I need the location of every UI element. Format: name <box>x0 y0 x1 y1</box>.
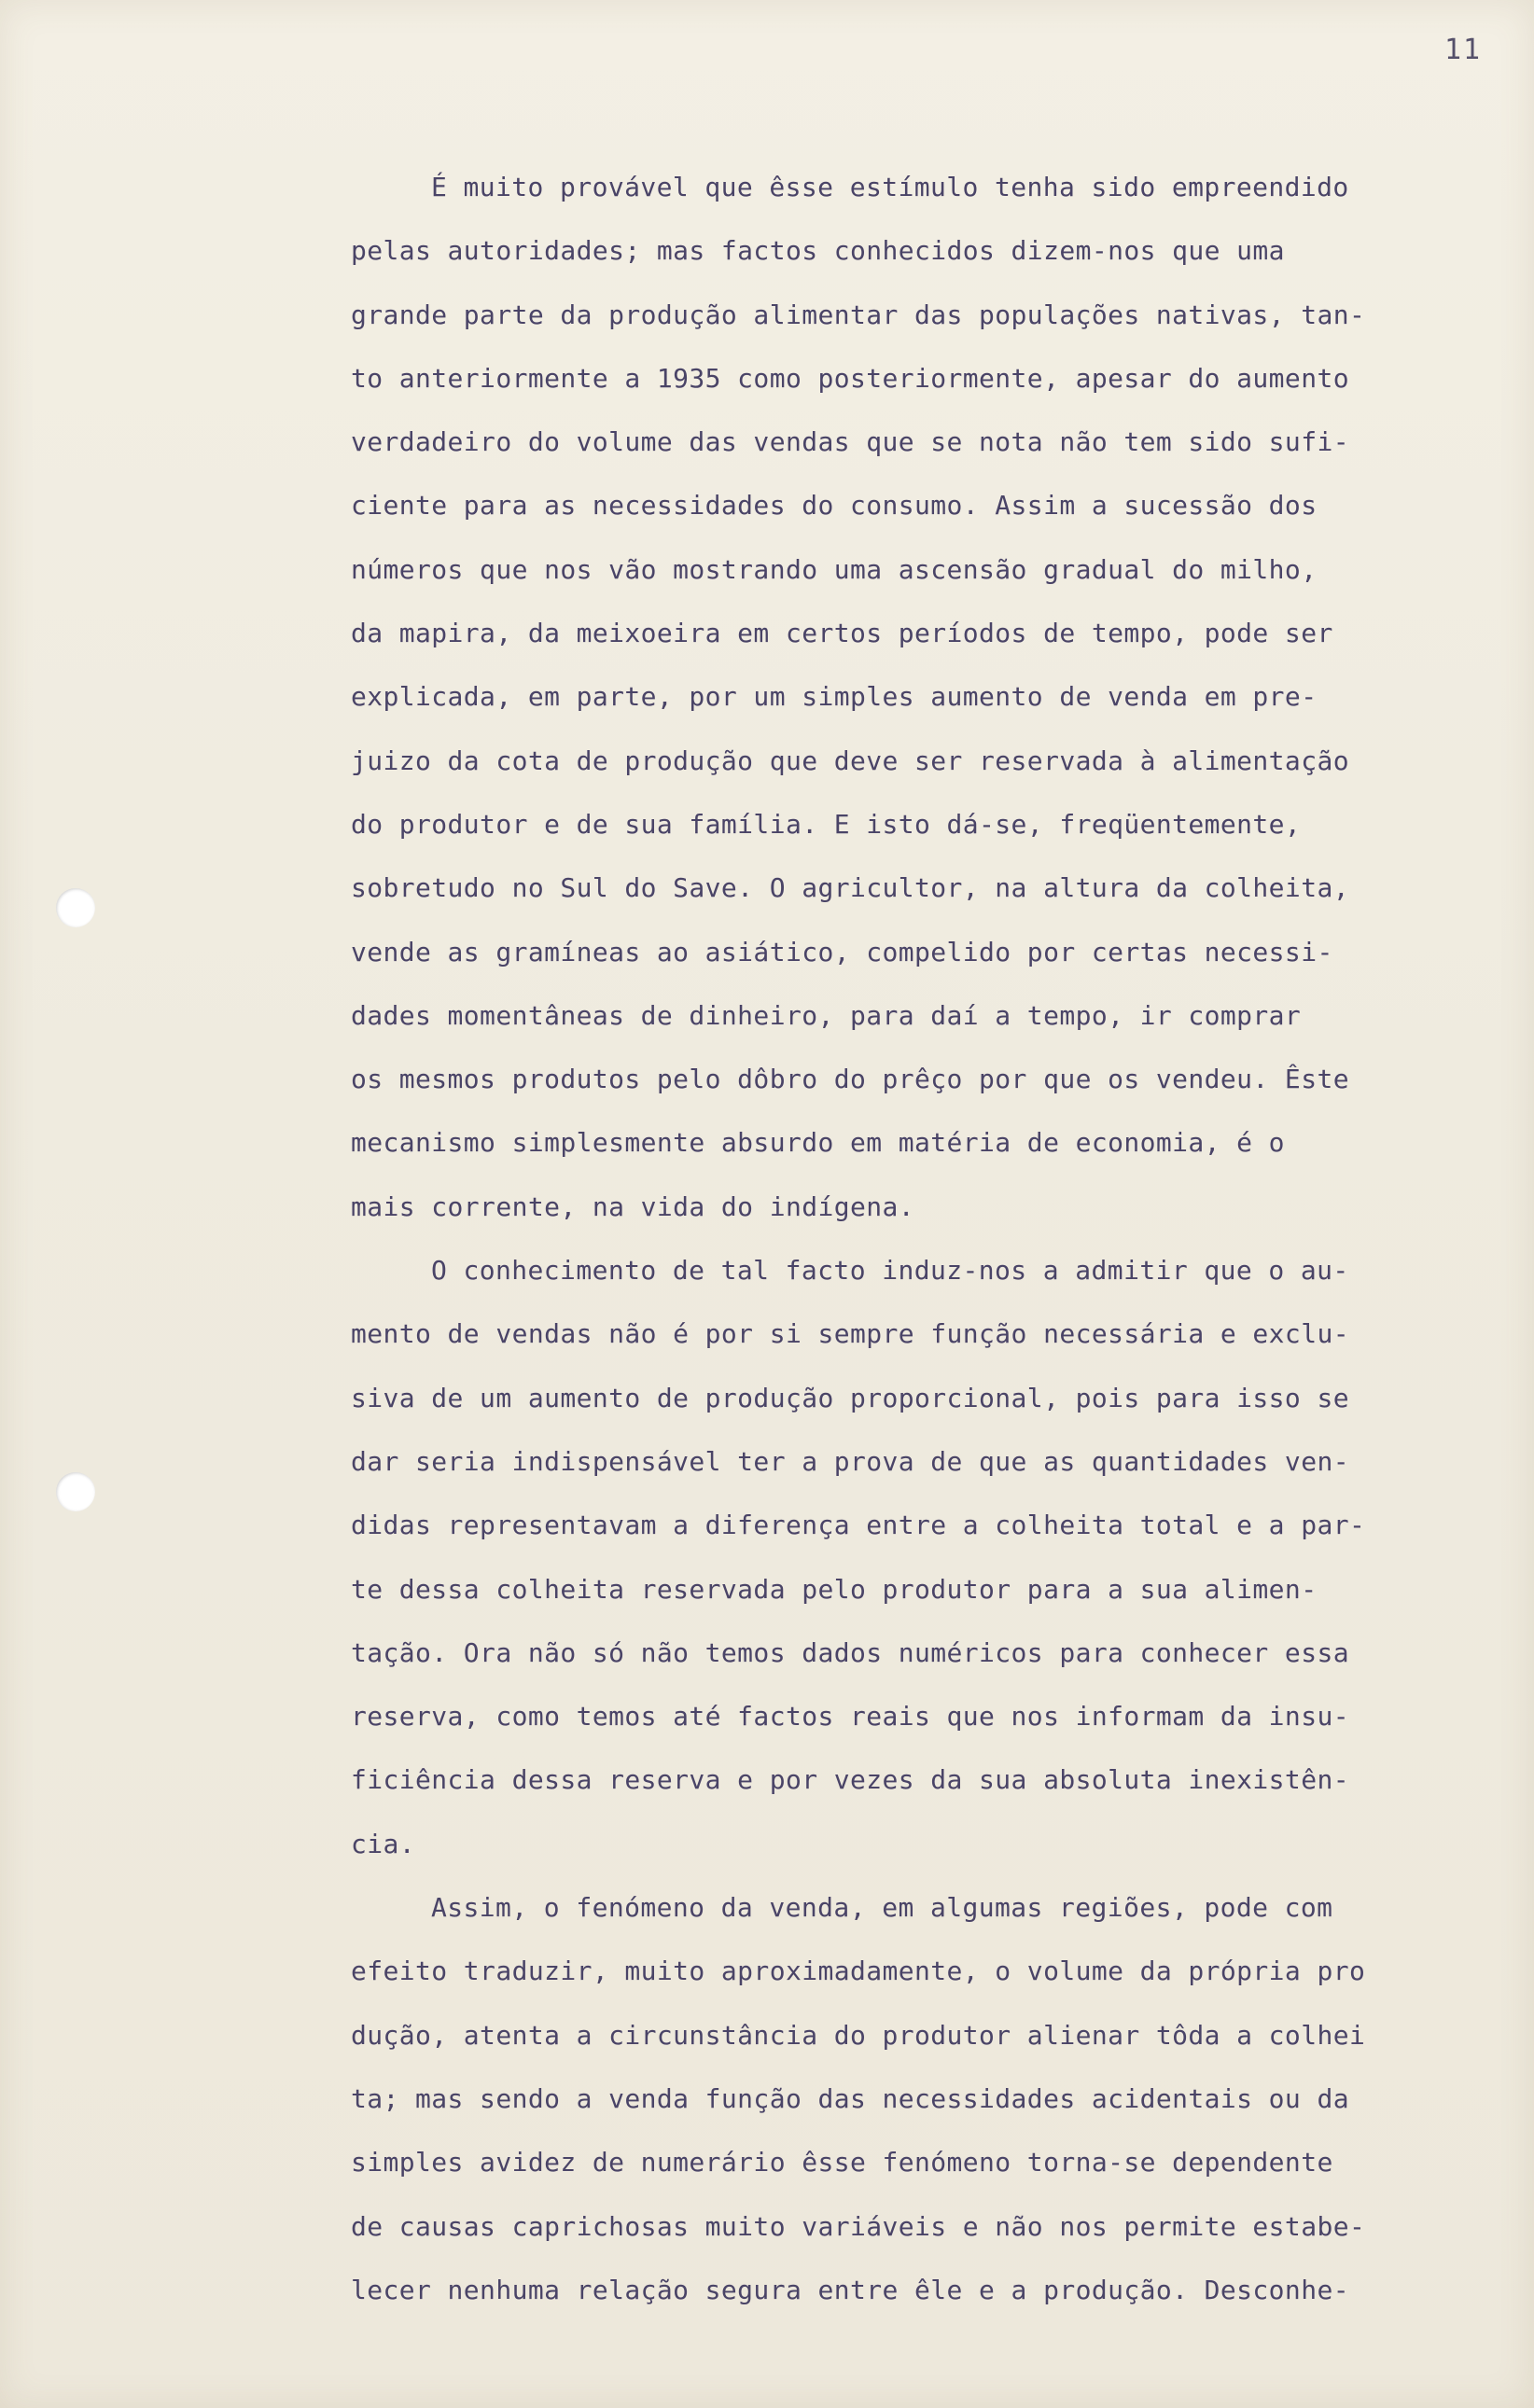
paragraph-3-line: Assim, o fenómeno da venda, em algumas regiões, pode com <box>431 1892 1333 1924</box>
paragraph-3-line: lecer nenhuma relação segura entre êle e a produção. Desconhe- <box>351 2274 1349 2305</box>
paragraph-3-line: ta; mas sendo a venda função das necessidades acidentais ou da <box>351 2082 1349 2114</box>
paragraph-1-line: ciente para as necessidades do consumo. Assim a sucessão dos <box>351 490 1318 522</box>
paragraph-1-line: pelas autoridades; mas factos conhecidos dizem-nos que uma <box>351 235 1285 267</box>
paragraph-1-line: da mapira, da meixoeira em certos períodos de tempo, pode ser <box>351 618 1333 649</box>
paragraph-1-line: verdadeiro do volume das vendas que se nota não tem sido sufi- <box>351 426 1349 458</box>
paragraph-1-line: vende as gramíneas ao asiático, compelido por certas necessi- <box>351 936 1333 967</box>
paragraph-1-line: mais corrente, na vida do indígena. <box>351 1190 915 1222</box>
paragraph-2-line: tação. Ora não só não temos dados numéricos para conhecer essa <box>351 1636 1349 1668</box>
punch-hole-lower <box>56 1472 95 1511</box>
paragraph-3-line: de causas caprichosas muito variáveis e não nos permite estabe- <box>351 2210 1366 2242</box>
paragraph-3-line: dução, atenta a circunstância do produtor alienar tôda a colhei <box>351 2019 1366 2051</box>
paragraph-3-line: efeito traduzir, muito aproximadamente, o volume da própria pro <box>351 1956 1366 1987</box>
page-number: 11 <box>1444 34 1483 66</box>
paragraph-2-line: te dessa colheita reservada pelo produtor para a sua alimen- <box>351 1573 1318 1605</box>
paragraph-1-line: É muito provável que êsse estímulo tenha sido empreendido <box>431 172 1349 202</box>
paragraph-1-line: explicada, em parte, por um simples aumento de venda em pre- <box>351 681 1318 713</box>
paragraph-1-line: do produtor e de sua família. E isto dá-se, freqüentemente, <box>351 808 1302 840</box>
paragraph-2-line: didas representavam a diferença entre a colheita total e a par- <box>351 1510 1366 1541</box>
paragraph-2-line: cia. <box>351 1828 416 1859</box>
paragraph-1-line: os mesmos produtos pelo dôbro do prêço por que os vendeu. Êste <box>351 1064 1349 1095</box>
paragraph-2-line: dar seria indispensável ter a prova de que as quantidades ven- <box>351 1445 1349 1477</box>
punch-hole-upper <box>56 888 95 927</box>
paragraph-1-line: dades momentâneas de dinheiro, para daí a tempo, ir comprar <box>351 999 1302 1031</box>
paragraph-1-line: mecanismo simplesmente absurdo em matéria de economia, é o <box>351 1127 1285 1159</box>
paragraph-1-line: to anteriormente a 1935 como posteriormente, apesar do aumento <box>351 362 1349 394</box>
paragraph-2-line: O conhecimento de tal facto induz-nos a admitir que o au- <box>431 1255 1349 1287</box>
paragraph-3-line: simples avidez de numerário êsse fenómeno torna-se dependente <box>351 2147 1333 2178</box>
body-text <box>351 156 1508 2322</box>
paragraph-1-line: juizo da cota de produção que deve ser reservada à alimentação <box>351 745 1349 776</box>
paragraph-1-line: sobretudo no Sul do Save. O agricultor, na altura da colheita, <box>351 872 1349 904</box>
paragraph-1-line: números que nos vão mostrando uma ascensão gradual do milho, <box>351 553 1318 585</box>
paragraph-2-line: mento de vendas não é por si sempre função necessária e exclu- <box>351 1318 1349 1350</box>
paragraph-2-line: ficiência dessa reserva e por vezes da sua absoluta inexistên- <box>351 1764 1349 1796</box>
paragraph-2-line: siva de um aumento de produção proporcional, pois para isso se <box>351 1382 1349 1413</box>
paragraph-2-line: reserva, como temos até factos reais que nos informam da insu- <box>351 1701 1349 1733</box>
paragraph-1-line: grande parte da produção alimentar das populações nativas, tan- <box>351 299 1366 330</box>
